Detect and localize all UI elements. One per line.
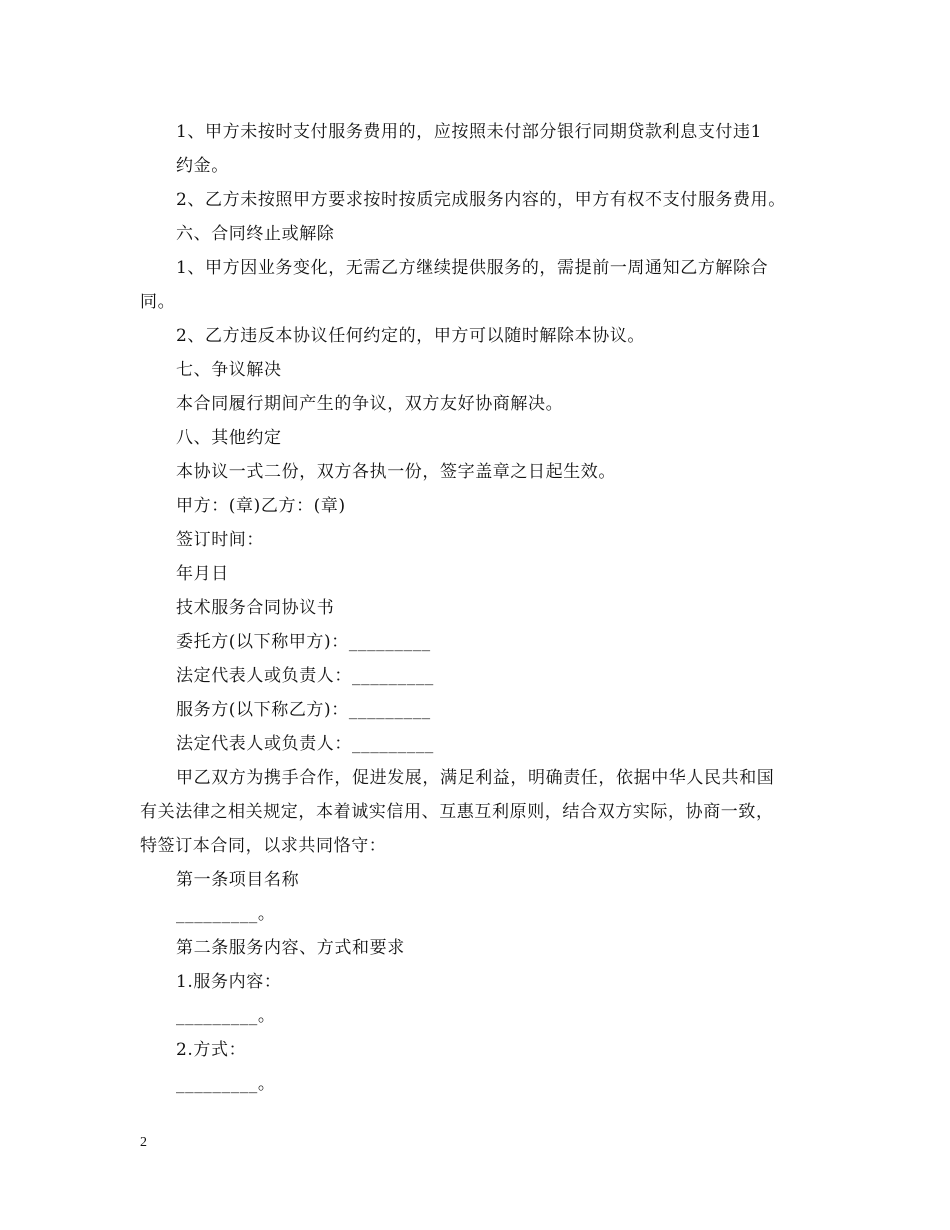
text-line: 法定代表人或负责人：_________ <box>176 734 434 754</box>
text-line: 本协议一式二份，双方各执一份，签字盖章之日起生效。 <box>176 462 616 482</box>
text-line: 委托方(以下称甲方)：_________ <box>176 632 431 652</box>
text-line: 签订时间： <box>176 530 264 550</box>
text-line: 2.方式： <box>176 1040 247 1060</box>
text-line: 2、乙方未按照甲方要求按时按质完成服务内容的，甲方有权不支付服务费用。 <box>176 190 786 210</box>
text-line: 1.服务内容： <box>176 972 282 992</box>
text-line: 甲乙双方为携手合作，促进发展，满足利益，明确责任，依据中华人民共和国 <box>176 768 775 788</box>
text-line: 甲方：(章)乙方：(章) <box>176 496 346 516</box>
page-number: 2 <box>140 1135 147 1150</box>
text-line: 1、甲方未按时支付服务费用的，应按照未付部分银行同期贷款利息支付违1 <box>176 122 763 142</box>
text-line: _________。 <box>176 1074 276 1094</box>
text-line: 本合同履行期间产生的争议，双方友好协商解决。 <box>176 394 564 414</box>
text-line: 同。 <box>140 292 176 312</box>
text-line: 约金。 <box>176 156 229 176</box>
text-line: 八、其他约定 <box>176 428 282 448</box>
text-line: 七、争议解决 <box>176 360 282 380</box>
text-line: 第二条服务内容、方式和要求 <box>176 938 405 958</box>
text-line: 年月日 <box>176 564 229 584</box>
text-line: _________。 <box>176 1006 276 1026</box>
text-line: 特签订本合同，以求共同恪守： <box>140 836 387 856</box>
text-line: 法定代表人或负责人：_________ <box>176 666 434 686</box>
text-line: 六、合同终止或解除 <box>176 224 335 244</box>
text-line: 有关法律之相关规定，本着诚实信用、互惠互利原则，结合双方实际，协商一致， <box>140 802 774 822</box>
text-line: 第一条项目名称 <box>176 870 300 890</box>
text-line: 技术服务合同协议书 <box>176 598 335 618</box>
text-line: 2、乙方违反本协议任何约定的，甲方可以随时解除本协议。 <box>176 326 646 346</box>
document-body <box>140 115 812 1101</box>
text-line: _________。 <box>176 904 276 924</box>
text-line: 服务方(以下称乙方)：_________ <box>176 700 431 720</box>
text-line: 1、甲方因业务变化，无需乙方继续提供服务的，需提前一周通知乙方解除合 <box>176 258 769 278</box>
